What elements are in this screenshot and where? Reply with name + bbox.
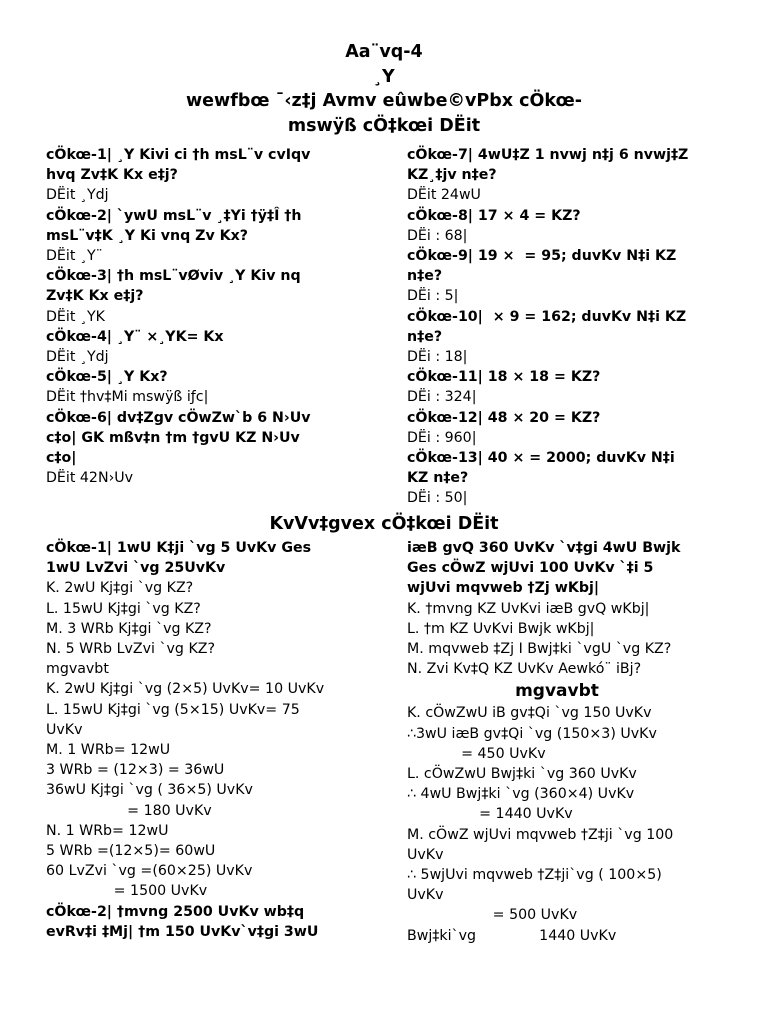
chapter-subtitle: ¸Y [373,66,395,87]
question-line: cÖkœ-2| `ywU msL¨v ¸‡Yi †ÿ‡Î †h [46,207,302,224]
answer-line: UvKv [46,721,83,738]
answer-line: M. 3 WRb Kj‡gi `vg KZ? [46,620,212,637]
structured-questions-heading: KvVv‡gvex cÖ‡kœi DËit [269,514,499,534]
section-heading-line2: mswÿß cÖ‡kœi DËit [287,115,481,136]
answer-line: = 1500 UvKv [46,883,208,900]
question-line: n‡e? [407,268,443,285]
answer-line: 60 LvZvi `vg =(60×25) UvKv [46,863,253,880]
answer-line: DËi : 68| [407,227,468,244]
question-line: evRv‡i ‡Mj| †m 150 UvKv`v‡gi 3wU [46,923,319,940]
answer-line: UvKv [407,887,444,904]
answer-line: DËi : 324| [407,389,477,406]
question-line: hvq Zv‡K Kx e‡j? [46,167,178,184]
question-line: cÖkœ-1| ¸Y Kivi ci †h msL¨v cvIqv [46,147,311,163]
answer-line: UvKv [407,846,444,863]
question-line: cÖkœ-10| × 9 = 162; duvKv N‡i KZ [407,308,687,325]
question-line: msL¨v‡K ¸Y Ki vnq Zv Kx? [46,227,249,244]
answer-line: mgvavbt [46,661,109,678]
answer-line: ∴3wU iæB gv‡Qi `vg (150×3) UvKv [407,725,657,742]
chapter-title: Aa¨vq-4 [345,42,423,62]
answer-line: M. cÖwZ wjUvi mqvweb †Z‡ji `vg 100 [407,826,674,843]
question-line: Ges cÖwZ wjUvi 100 UvKv `‡i 5 [407,560,654,577]
answer-line: DËit ¸Ydj [46,349,109,366]
question-line: cÖkœ-2| †mvng 2500 UvKv wb‡q [46,903,305,920]
short-answer-left-column [46,145,396,488]
structured-left-column [46,538,396,942]
question-line: cÖkœ-12| 48 × 20 = KZ? [407,409,601,426]
answer-line: ∴ 5wjUvi mqvweb †Z‡ji`vg ( 100×5) [407,867,662,884]
question-line: cÖkœ-4| ¸Y¨ ×¸YK= Kx [46,328,224,345]
question-line: cÖkœ-9| 19 × = 95; duvKv N‡i KZ [407,248,677,265]
answer-line: DËit 42N›Uv [46,470,134,487]
question-line: wjUvi mqvweb †Zj wKbj| [407,580,600,597]
answer-line: L. 15wU Kj‡gi `vg KZ? [46,600,201,617]
answer-line: K. †mvng KZ UvKvi iæB gvQ wKbj| [407,600,650,617]
answer-line: = 500 UvKv [407,907,578,924]
answer-line: M. 1 WRb= 12wU [46,742,171,759]
answer-line: M. mqvweb ‡Zj I Bwj‡ki `vgU `vg KZ? [407,641,672,658]
question-line: cÖkœ-13| 40 × = 2000; duvKv N‡i [407,450,675,467]
answer-line: DËi : 18| [407,349,468,366]
answer-line: DËi : 960| [407,429,477,446]
short-answer-right-column [407,145,757,509]
question-line: cÖkœ-8| 17 × 4 = KZ? [407,207,581,224]
answer-line: L. cÖwZwU Bwj‡ki `vg 360 UvKv [407,766,637,783]
question-line: KZ n‡e? [407,470,469,487]
document-header [0,40,768,138]
answer-line: DËit 24wU [407,187,481,204]
answer-line: DËit †hv‡Mi mswÿß iƒc| [46,389,209,406]
answer-line: = 450 UvKv [407,745,546,762]
question-line: cÖkœ-7| 4wU‡Z 1 nvwj n‡j 6 nvwj‡Z [407,147,689,163]
question-line: cÖkœ-11| 18 × 18 = KZ? [407,369,601,386]
answer-line: 36wU Kj‡gi `vg ( 36×5) UvKv [46,782,253,799]
answer-line: DËit ¸Y¨ [46,248,103,265]
question-line: cÖkœ-6| dv‡Zgv cÖwZw`b 6 N›Uv [46,409,311,426]
answer-line: L. 15wU Kj‡gi `vg (5×15) UvKv= 75 [46,701,300,718]
answer-line: N. Zvi Kv‡Q KZ UvKv Aewkó¨ iBj? [407,661,642,678]
answer-line: N. 5 WRb LvZvi `vg KZ? [46,641,215,658]
answer-line: L. †m KZ UvKvi Bwjk wKbj| [407,620,595,637]
answer-line: DËit ¸YK [46,308,105,325]
question-line: KZ¸‡jv n‡e? [407,167,497,184]
answer-line: K. 2wU Kj‡gi `vg KZ? [46,580,194,597]
question-line: iæB gvQ 360 UvKv `v‡gi 4wU Bwjk [407,540,681,556]
question-line: 1wU LvZvi `vg 25UvKv [46,560,226,577]
question-line: c‡o| [46,450,77,467]
question-line: cÖkœ-3| †h msL¨vØviv ¸Y Kiv nq [46,268,301,285]
answer-line: Bwj‡ki`vg 1440 UvKv [407,927,617,944]
question-line: n‡e? [407,328,443,345]
answer-line: ∴ 4wU Bwj‡ki `vg (360×4) UvKv [407,786,635,803]
question-line: cÖkœ-1| 1wU K‡ji `vg 5 UvKv Ges [46,540,312,556]
answer-line: K. 2wU Kj‡gi `vg (2×5) UvKv= 10 UvKv [46,681,325,698]
answer-line: 5 WRb =(12×5)= 60wU [46,843,216,860]
structured-right-column [407,538,757,946]
structured-question-text [407,538,757,679]
answer-line: N. 1 WRb= 12wU [46,822,169,839]
answer-line: DËit ¸Ydj [46,187,109,204]
answer-line: DËi : 50| [407,490,468,507]
answer-line: = 1440 UvKv [407,806,573,823]
solution-heading: mgvavbt [515,681,599,702]
answer-line: DËi : 5| [407,288,459,305]
question-line: cÖkœ-5| ¸Y Kx? [46,369,168,386]
answer-line: K. cÖwZwU iB gv‡Qi `vg 150 UvKv [407,705,652,722]
question-line: c‡o| GK mßv‡n †m †gvU KZ N›Uv [46,429,300,446]
question-line: Zv‡K Kx e‡j? [46,288,144,305]
section-heading-line1: wewfbœ ¯‹z‡j Avmv eûwbe©vPbx cÖkœ- [186,91,582,111]
answer-line: 3 WRb = (12×3) = 36wU [46,762,225,779]
solution-lines [407,703,757,945]
answer-line: = 180 UvKv [46,802,212,819]
